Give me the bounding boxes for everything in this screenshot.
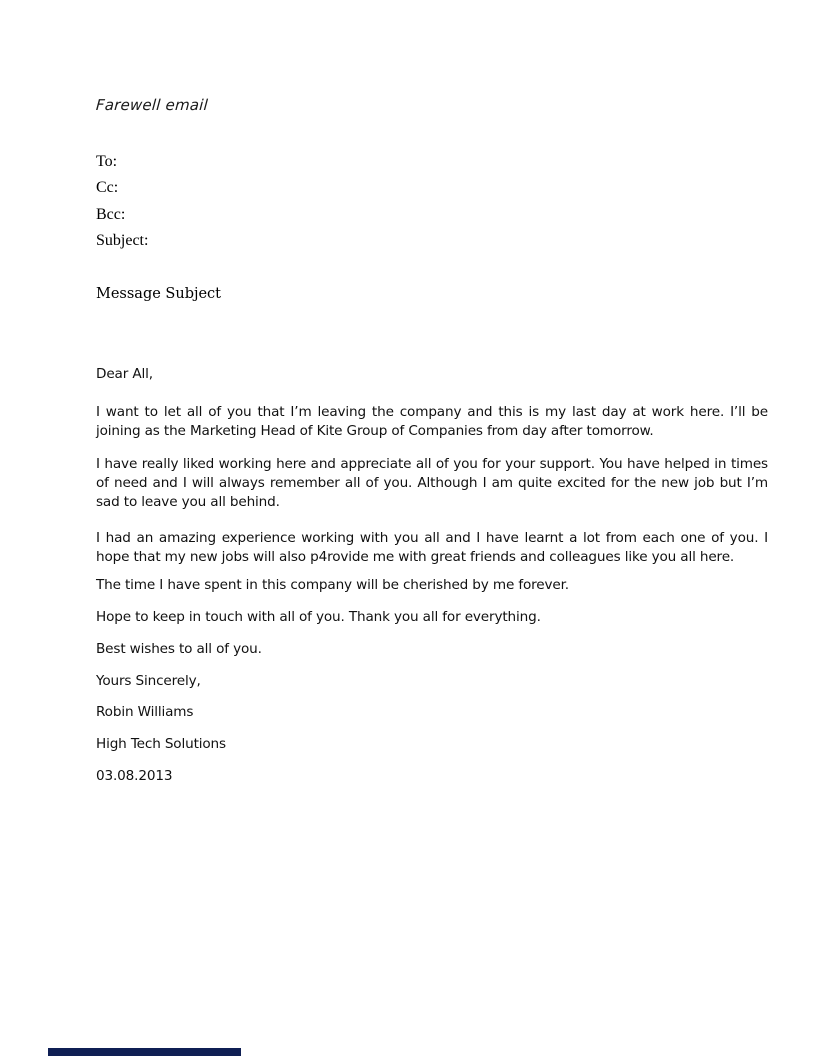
paragraph-4: The time I have spent in this company will be cherished by me forever. (96, 577, 569, 593)
paragraph-1: I want to let all of you that I’m leaving the company and this is my last day at work here. I’ll be joining as the Marketing Head of Kite Group of Companies from day after tomorrow. (96, 404, 768, 439)
paragraph-6: Best wishes to all of you. (96, 641, 262, 657)
paragraph-3: I had an amazing experience working with you all and I have learnt a lot from each one of you. I hope that my new jobs will also p4rovide me with great friends and colleagues like you all here. (96, 530, 768, 565)
subject-label: Subject: (96, 232, 149, 249)
greeting: Dear All, (96, 366, 153, 382)
message-subject: Message Subject (96, 286, 222, 302)
cc-label: Cc: (96, 179, 119, 196)
paragraph-5: Hope to keep in touch with all of you. Thank you all for everything. (96, 609, 541, 625)
letter-date: 03.08.2013 (96, 768, 173, 784)
document-title: Farewell email (95, 96, 209, 114)
paragraph-2: I have really liked working here and appreciate all of you for your support. You have helped in times of need and I will always remember all of you. Although I am quite excited for the new job but I’m sad to leave you all behind. (96, 456, 768, 510)
company-name: High Tech Solutions (96, 736, 226, 752)
footer-bar (48, 1048, 241, 1056)
to-label: To: (96, 153, 118, 170)
bcc-label: Bcc: (96, 206, 126, 223)
signature-name: Robin Williams (96, 704, 194, 720)
closing: Yours Sincerely, (96, 673, 201, 689)
